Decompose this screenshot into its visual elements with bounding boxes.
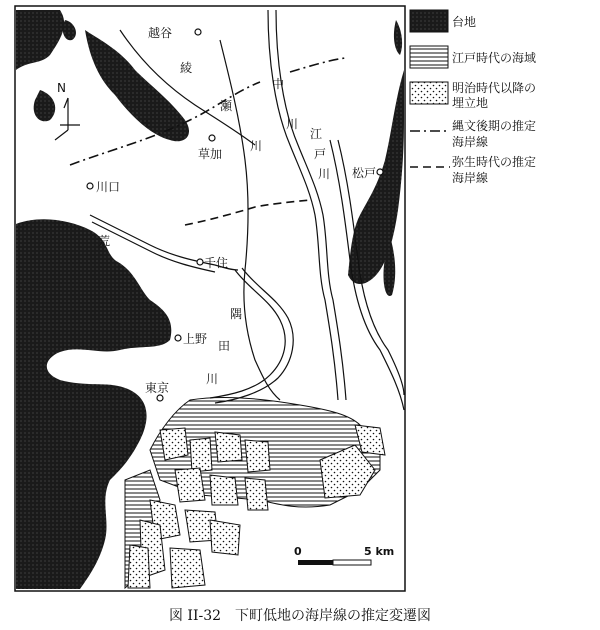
label-ara-1: 荒 bbox=[98, 234, 111, 248]
label-matsudo: 松戸 bbox=[352, 166, 377, 180]
label-sumida-3: 川 bbox=[206, 372, 219, 386]
marker-kawaguchi bbox=[87, 183, 93, 189]
label-ayase-1: 綾 bbox=[180, 61, 193, 75]
legend-swatch-landfill bbox=[410, 82, 448, 104]
label-ueno: 上野 bbox=[183, 332, 208, 346]
marker-koshigaya bbox=[195, 29, 201, 35]
scale-bar bbox=[298, 560, 371, 565]
marker-ueno bbox=[175, 335, 181, 341]
label-naka-1: 中 bbox=[272, 77, 285, 91]
label-tokyo: 東京 bbox=[145, 381, 170, 395]
marker-senju bbox=[197, 259, 203, 265]
label-edo-3: 川 bbox=[318, 167, 331, 181]
legend-upland-label: 台地 bbox=[452, 15, 477, 29]
label-ayase-3: 川 bbox=[250, 139, 263, 153]
legend-landfill-label-1: 明治時代以降の bbox=[452, 81, 537, 95]
compass-label: N bbox=[57, 81, 66, 95]
label-sumida-1: 隅 bbox=[230, 307, 243, 321]
label-edo-1: 江 bbox=[310, 127, 323, 141]
legend-landfill-label-2: 埋立地 bbox=[452, 96, 489, 110]
label-naka-2: 川 bbox=[286, 117, 299, 131]
legend-jomon-label-1: 縄文後期の推定 bbox=[452, 119, 537, 133]
legend-edo-sea-label: 江戸時代の海域 bbox=[452, 51, 537, 65]
marker-matsudo bbox=[377, 169, 383, 175]
label-sumida-2: 田 bbox=[218, 339, 231, 353]
marker-tokyo bbox=[157, 395, 163, 401]
legend-yayoi-label-2: 海岸線 bbox=[452, 171, 489, 185]
legend-swatch-edo-sea bbox=[410, 46, 448, 68]
marker-soka bbox=[209, 135, 215, 141]
legend bbox=[410, 10, 536, 185]
scale-five: 5 km bbox=[364, 545, 395, 558]
legend-yayoi-label-1: 弥生時代の推定 bbox=[452, 155, 537, 169]
legend-jomon-label-2: 海岸線 bbox=[452, 135, 489, 149]
label-soka: 草加 bbox=[198, 147, 223, 161]
label-ayase-2: 瀬 bbox=[220, 99, 233, 113]
figure-caption: 図 II-32 下町低地の海岸線の推定変遷図 bbox=[168, 608, 432, 624]
scale-zero: 0 bbox=[294, 545, 302, 558]
label-senju: 千住 bbox=[204, 256, 229, 270]
label-kawaguchi: 川口 bbox=[96, 180, 121, 194]
legend-swatch-upland bbox=[410, 10, 448, 32]
label-koshigaya: 越谷 bbox=[148, 26, 173, 40]
label-edo-2: 戸 bbox=[314, 147, 327, 161]
